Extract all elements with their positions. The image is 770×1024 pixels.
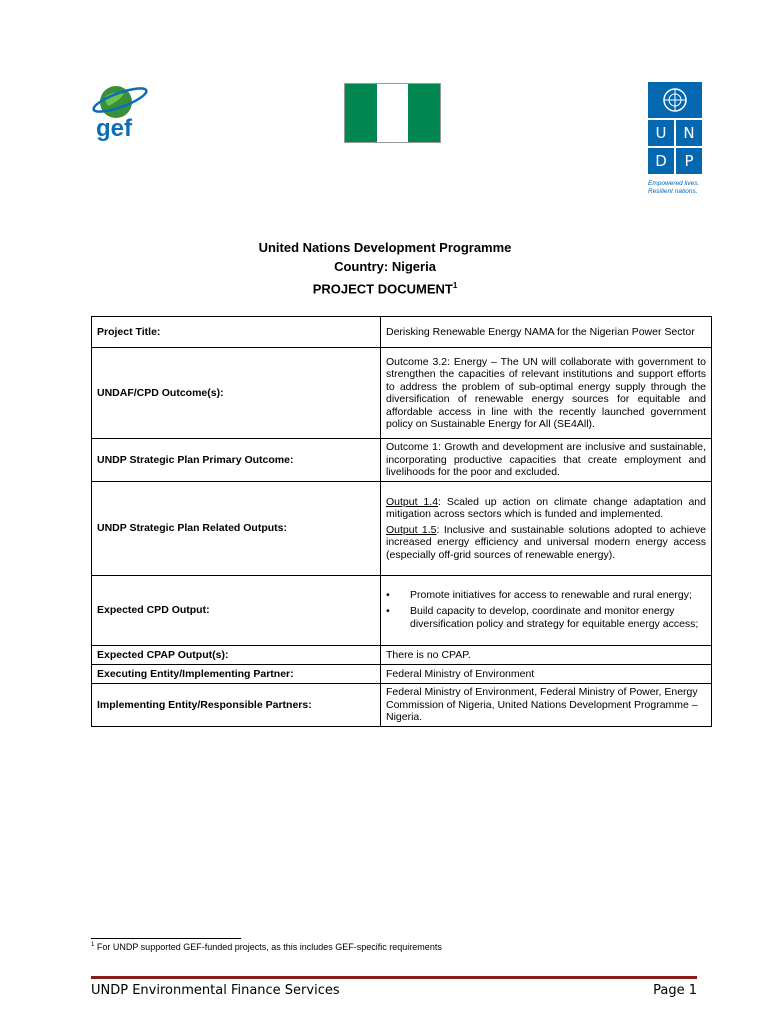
table-row: [92, 317, 712, 348]
table-row: [92, 665, 712, 684]
document-heading: [0, 238, 770, 298]
heading-org: United Nations Development Programme: [258, 240, 512, 255]
list-item: • Promote initiatives for access to renewable and rural energy;: [406, 589, 706, 602]
list-item: • Build capacity to develop, coordinate and monitor energy diversification policy and strategy for equitable energy access;: [406, 605, 706, 630]
output-1-4: Output 1.4: Scaled up action on climate change adaptation and mitigation across sectors which is funded and implemented.: [386, 495, 706, 521]
undp-letter: P: [676, 148, 702, 174]
project-table: [91, 316, 712, 727]
nigeria-flag: [344, 83, 441, 143]
table-row: [92, 482, 712, 576]
table-row: [92, 646, 712, 665]
primary-outcome-value: Outcome 1: Growth and development are inclusive and sustainable, incorporating productive capacities that create employment and livelihoods for the poor and excluded.: [381, 439, 712, 482]
heading-title: PROJECT DOCUMENT$^1$: [312, 281, 458, 297]
undp-logo: [648, 82, 704, 196]
output-1-5: Output 1.5: Inclusive and sustainable solutions adopted to achieve increased energy efficiency and universal modern energy access (especially off-grid sources of renewable energy).: [386, 523, 706, 561]
footnote-divider: [91, 938, 241, 939]
undp-letter: D: [648, 148, 674, 174]
table-row: [92, 684, 712, 727]
table-row: [92, 348, 712, 439]
executing-entity-label: Executing Entity/Implementing Partner:: [92, 665, 381, 684]
heading-country: Country: Nigeria: [334, 259, 436, 274]
footer-org: UNDP Environmental Finance Services: [91, 983, 340, 998]
related-outputs-label: UNDP Strategic Plan Related Outputs:: [92, 482, 381, 576]
cpd-output-list: [386, 589, 706, 631]
executing-entity-value: Federal Ministry of Environment: [381, 665, 712, 684]
page-number: Page 1: [653, 983, 697, 998]
related-outputs-value: [381, 482, 712, 576]
undaf-value: Outcome 3.2: Energy – The UN will collaborate with government to strengthen the capacities of relevant institutions and support efforts to address the problem of sub-optimal energy supply through the diversification of renewable energy sources for equitable and affordable access in line with the recently launched government policy on Sustainable Energy for All (SE4All).: [381, 348, 712, 439]
cpap-value: There is no CPAP.: [381, 646, 712, 665]
footnote: $^1$ For UNDP supported GEF-funded projects, as this includes GEF-specific requirements: [91, 942, 442, 952]
table-row: [92, 439, 712, 482]
cpd-output-label: Expected CPD Output:: [92, 576, 381, 646]
undp-tagline: Empowered lives. Resilient nations.: [648, 180, 700, 195]
project-title-value: Derisking Renewable Energy NAMA for the Nigerian Power Sector: [381, 317, 712, 348]
table-row: [92, 576, 712, 646]
gef-globe-icon: [86, 80, 156, 144]
implementing-entity-label: Implementing Entity/Responsible Partners:: [92, 684, 381, 727]
undp-letter: N: [676, 120, 702, 146]
footnote-ref[interactable]: 1: [452, 281, 458, 290]
implementing-entity-value: Federal Ministry of Environment, Federal Ministry of Power, Energy Commission of Nigeria, United Nations Development Programme – Nigeria.: [381, 684, 712, 727]
cpap-label: Expected CPAP Output(s):: [92, 646, 381, 665]
cpd-output-value: [381, 576, 712, 646]
un-emblem-icon: [648, 82, 702, 118]
undp-letter: U: [648, 120, 674, 146]
footer-divider: [91, 976, 697, 979]
gef-logo: [86, 80, 156, 144]
undaf-label: UNDAF/CPD Outcome(s):: [92, 348, 381, 439]
gef-logo-text: gef: [96, 115, 132, 142]
primary-outcome-label: UNDP Strategic Plan Primary Outcome:: [92, 439, 381, 482]
project-title-label: Project Title:: [92, 317, 381, 348]
